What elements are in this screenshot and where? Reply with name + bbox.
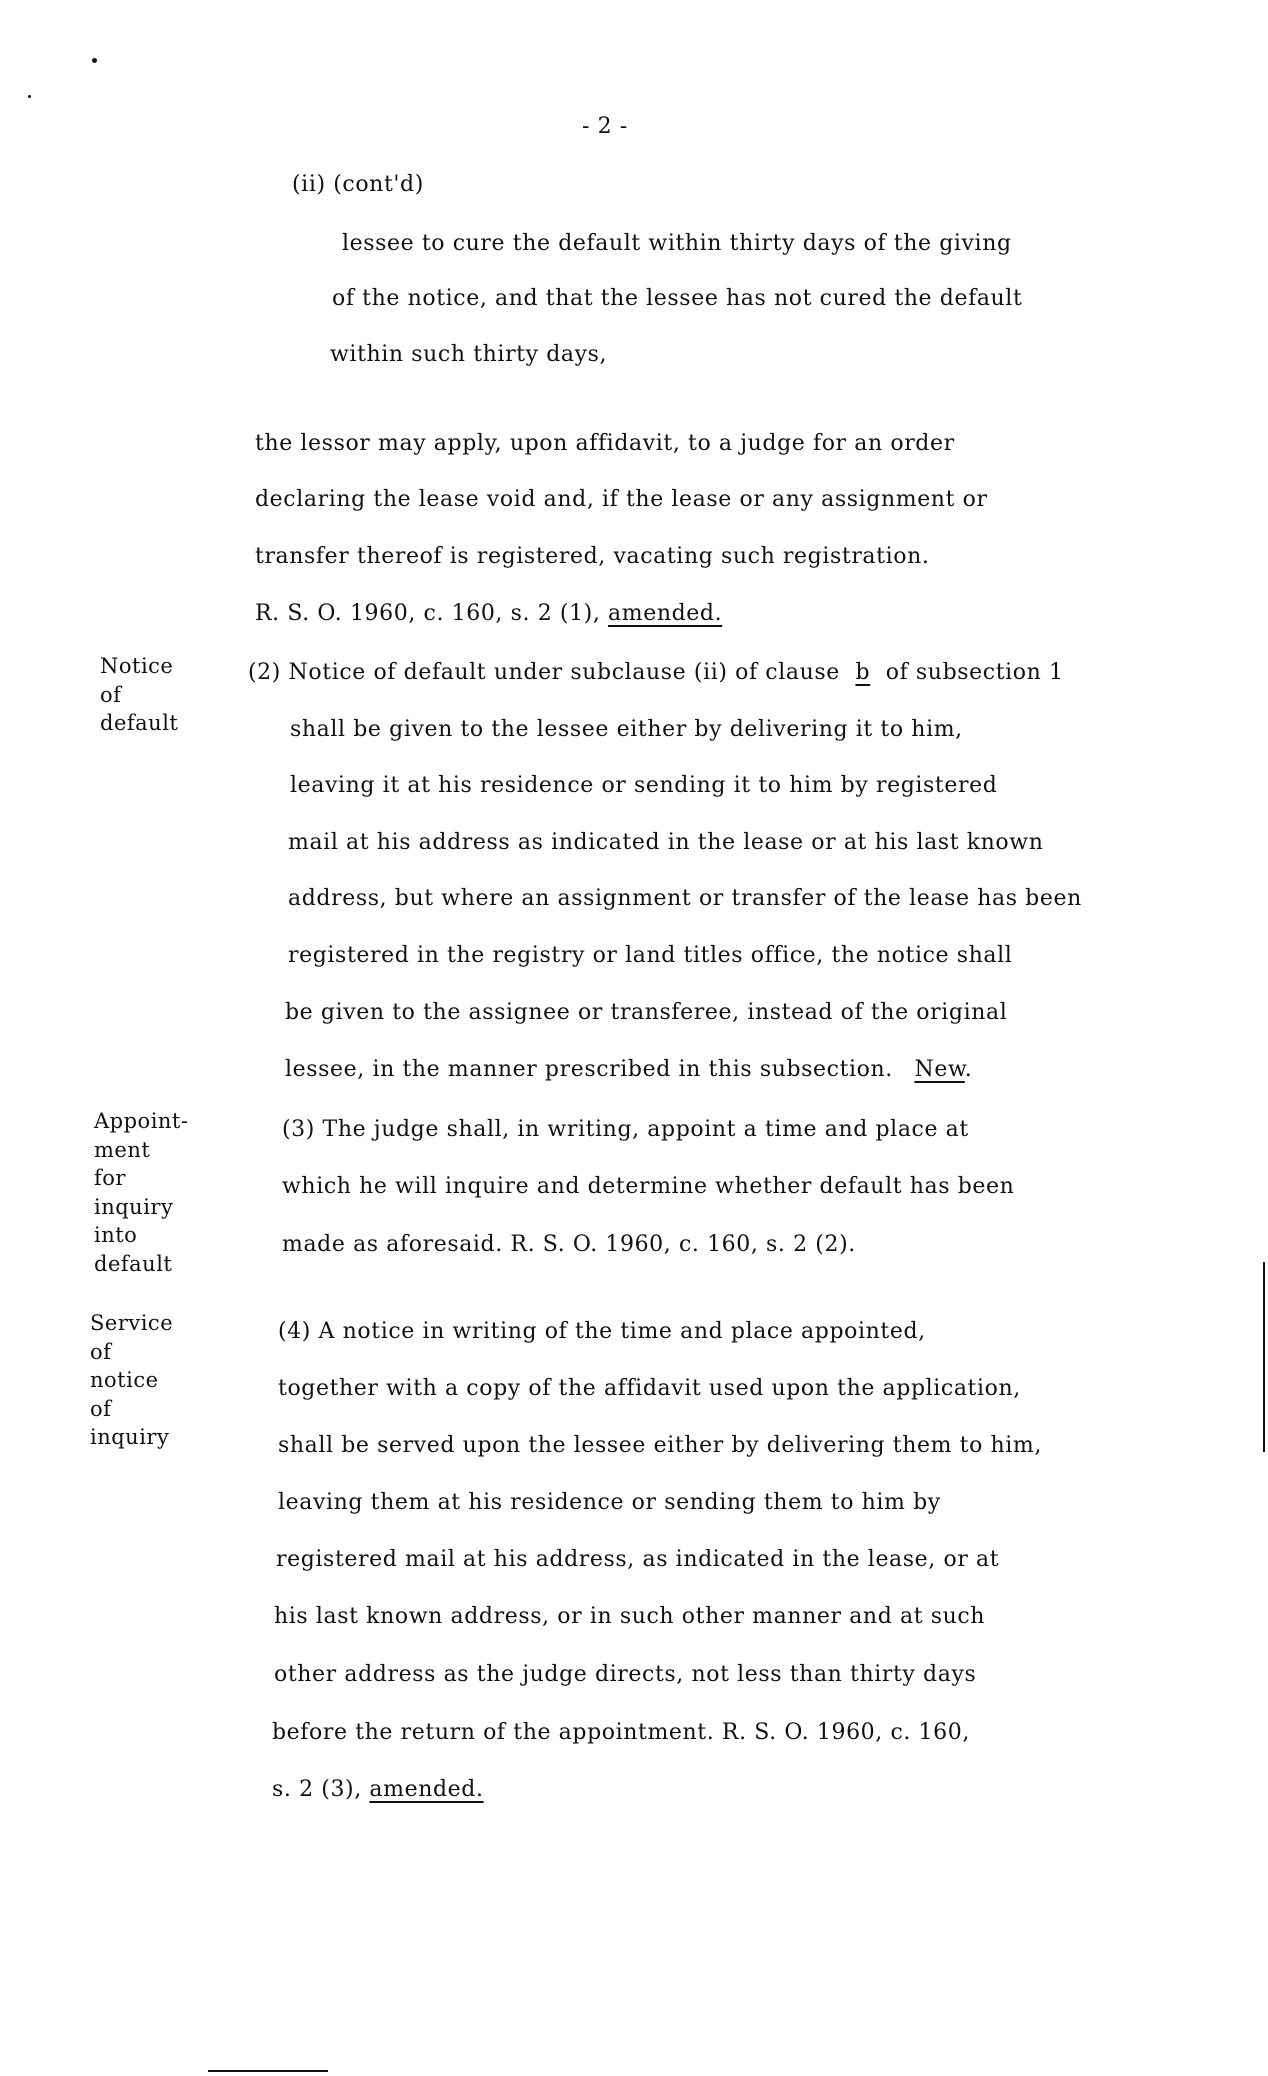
margin-note-notice-of-default: Notice of default [100,654,179,735]
s1-citation-line [255,600,722,628]
s4-line: leaving them at his residence or sending them to him by [278,1490,941,1515]
s4-line: before the return of the appointment. R. S. O. 1960, c. 160, [272,1720,970,1745]
s3-line: (3) The judge shall, in writing, appoint a time and place at [282,1117,969,1142]
lessor-line: declaring the lease void and, if the lease or any assignment or [255,487,988,512]
s2-line: shall be given to the lessee either by delivering it to him, [290,717,963,742]
s4-line: other address as the judge directs, not less than thirty days [274,1662,977,1687]
s4-amended: amended. [369,1777,484,1802]
s1-citation: R. S. O. 1960, c. 160, s. 2 (1), [255,601,601,626]
lessor-line: the lessor may apply, upon affidavit, to a judge for an order [255,431,955,456]
clause-line: within such thirty days, [330,342,608,367]
lessor-line: transfer thereof is registered, vacating such registration. [255,544,930,569]
clause-line: lessee to cure the default within thirty days of the giving [342,231,1012,256]
s2-line: be given to the assignee or transferee, instead of the original [285,1000,1008,1025]
scan-speck [92,58,97,63]
s3-line: which he will inquire and determine whether default has been [282,1174,1015,1199]
s2-line: address, but where an assignment or transfer of the lease has been [288,886,1082,911]
s4-line: his last known address, or in such other manner and at such [274,1604,986,1629]
s4-line: together with a copy of the affidavit used upon the application, [278,1376,1021,1401]
scan-speck [28,95,31,98]
new-marker: New [914,1057,965,1082]
s1-amended: amended. [608,601,723,626]
clause-line: of the notice, and that the lessee has not cured the default [332,286,1023,311]
footer-rule [208,2070,328,2072]
s4-line: registered mail at his address, as indicated in the lease, or at [276,1547,1000,1572]
s4-last-line: s. 2 (3), amended. [272,1777,484,1802]
s4-line: (4) A notice in writing of the time and place appointed, [278,1319,926,1344]
scan-edge-mark [1263,1262,1265,1452]
s2-last-line: lessee, in the manner prescribed in this subsection. New. [285,1057,973,1082]
s2-line: leaving it at his residence or sending it to him by registered [290,773,998,798]
margin-note-appointment: Appoint- ment for inquiry into default [94,1109,189,1276]
s3-line: made as aforesaid. R. S. O. 1960, c. 160, s. 2 (2). [282,1232,856,1257]
s2-line: mail at his address as indicated in the lease or at his last known [288,830,1044,855]
page-number: - 2 - [582,114,628,139]
s4-line: shall be served upon the lessee either by delivering them to him, [278,1433,1042,1458]
margin-note-service: Service of notice of inquiry [90,1311,174,1449]
s2-first-line: (2) Notice of default under subclause (ii) of clause b of subsection 1 [248,660,1064,685]
clause-b: b [855,660,871,685]
section-heading: (ii) (cont'd) [292,172,424,197]
s2-line: registered in the registry or land titles office, the notice shall [288,943,1013,968]
